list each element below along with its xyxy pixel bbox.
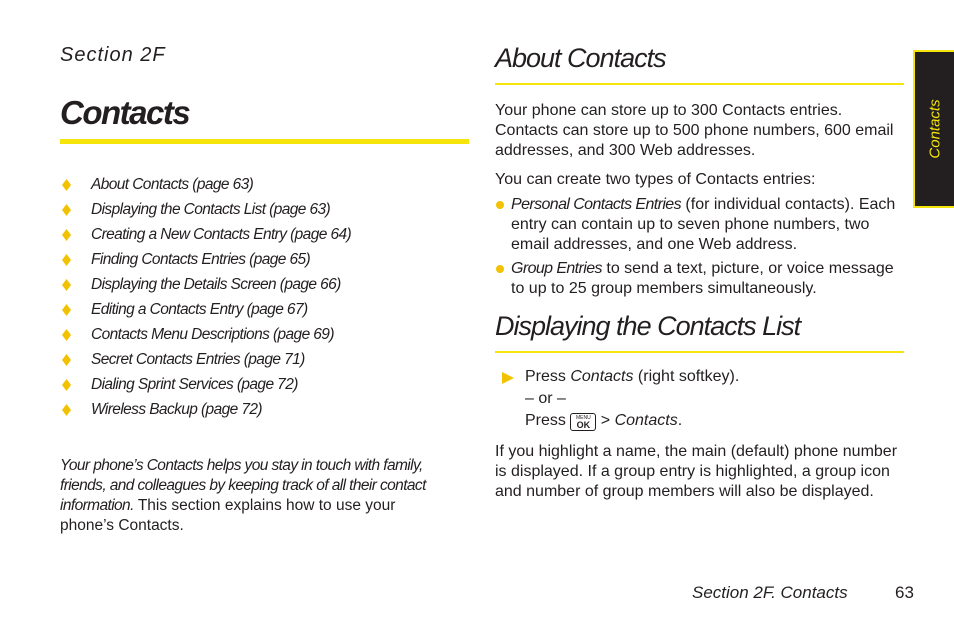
arrow-separator: > [596,412,615,429]
toc-item-label: Wireless Backup (page 72) [91,400,262,418]
about-para-2: You can create two types of Contacts entries: [495,171,816,188]
toc-item-label: Finding Contacts Entries (page 65) [91,250,311,268]
entry-types-list [495,195,905,303]
about-rule [495,83,904,85]
menu-key-bottom: OK [576,420,591,430]
displaying-rule [495,351,904,353]
toc-list [62,172,351,422]
bullet-dot-icon [496,201,504,209]
toc-item-label: Secret Contacts Entries (page 71) [91,350,305,368]
toc-item[interactable] [62,272,351,297]
step-press-text: Press [525,412,571,429]
side-tab-label: Contacts [926,99,943,159]
menu-target: Contacts [614,412,678,429]
footer-section: Section 2F. Contacts [692,583,848,602]
toc-item[interactable] [62,397,351,422]
toc-item[interactable] [62,372,351,397]
step-press-text: Press [525,368,571,385]
bullet-term: Group Entries [511,260,602,277]
toc-item-label: Contacts Menu Descriptions (page 69) [91,325,334,343]
list-item [495,195,905,255]
step-end: . [677,412,683,429]
toc-item-label: Dialing Sprint Services (page 72) [91,375,298,393]
toc-item[interactable] [62,172,351,197]
toc-item[interactable] [62,197,351,222]
intro-plain: This section explains how to use your phone’s Contacts. [60,497,396,534]
list-item [495,259,905,299]
bullet-text: to send a text, picture, or voice message to up to 25 group members simultaneously. [511,260,894,297]
toc-item[interactable] [62,347,351,372]
toc-item[interactable] [62,322,351,347]
diamond-bullet-icon [62,279,71,291]
toc-item-label: Displaying the Contacts List (page 63) [91,200,331,218]
page-number: 63 [895,583,914,602]
diamond-bullet-icon [62,229,71,241]
about-para-1: Your phone can store up to 300 Contacts entries. Contacts can store up to 500 phone numbers, 600 email addresses, and 300 Web addresses. [495,102,894,159]
step-line-1 [525,366,739,388]
diamond-bullet-icon [62,379,71,391]
toc-item[interactable] [62,247,351,272]
bullet-dot-icon [496,265,504,273]
toc-item-label: Creating a New Contacts Entry (page 64) [91,225,352,243]
diamond-bullet-icon [62,329,71,341]
or-separator: – or – [525,390,566,407]
toc-item[interactable] [62,297,351,322]
menu-ok-key-icon [570,413,596,431]
displaying-heading: Displaying the Contacts List [495,311,801,341]
softkey-suffix: (right softkey). [633,368,740,385]
diamond-bullet-icon [62,254,71,266]
diamond-bullet-icon [62,354,71,366]
toc-item-label: Editing a Contacts Entry (page 67) [91,300,308,318]
bullet-text: (for individual contacts). Each entry can contain up to seven phone numbers, two email addresses, and one Web address. [511,196,896,253]
step-arrow-icon [502,372,514,384]
diamond-bullet-icon [62,304,71,316]
displaying-para: If you highlight a name, the main (default) phone number is displayed. If a group entry is highlighted, a group icon and number of group members will also be displayed. [495,443,898,500]
toc-item-label: About Contacts (page 63) [91,175,254,193]
diamond-bullet-icon [62,404,71,416]
intro-paragraph [60,456,450,536]
bullet-term: Personal Contacts Entries [511,196,681,213]
menu-key-top: MENU [575,415,591,421]
toc-item[interactable] [62,222,351,247]
step-line-2 [525,410,682,432]
diamond-bullet-icon [62,204,71,216]
softkey-name: Contacts [570,368,634,385]
diamond-bullet-icon [62,179,71,191]
intro-italic: Your phone’s Contacts helps you stay in touch with family, friends, and colleagues by keeping track of all their contact information. [60,457,426,514]
chapter-title: Contacts [60,94,190,131]
about-heading: About Contacts [495,43,666,73]
section-label: Section 2F [60,44,166,66]
toc-item-label: Displaying the Details Screen (page 66) [91,275,341,293]
section-side-tab [913,50,954,208]
title-rule [60,139,469,144]
